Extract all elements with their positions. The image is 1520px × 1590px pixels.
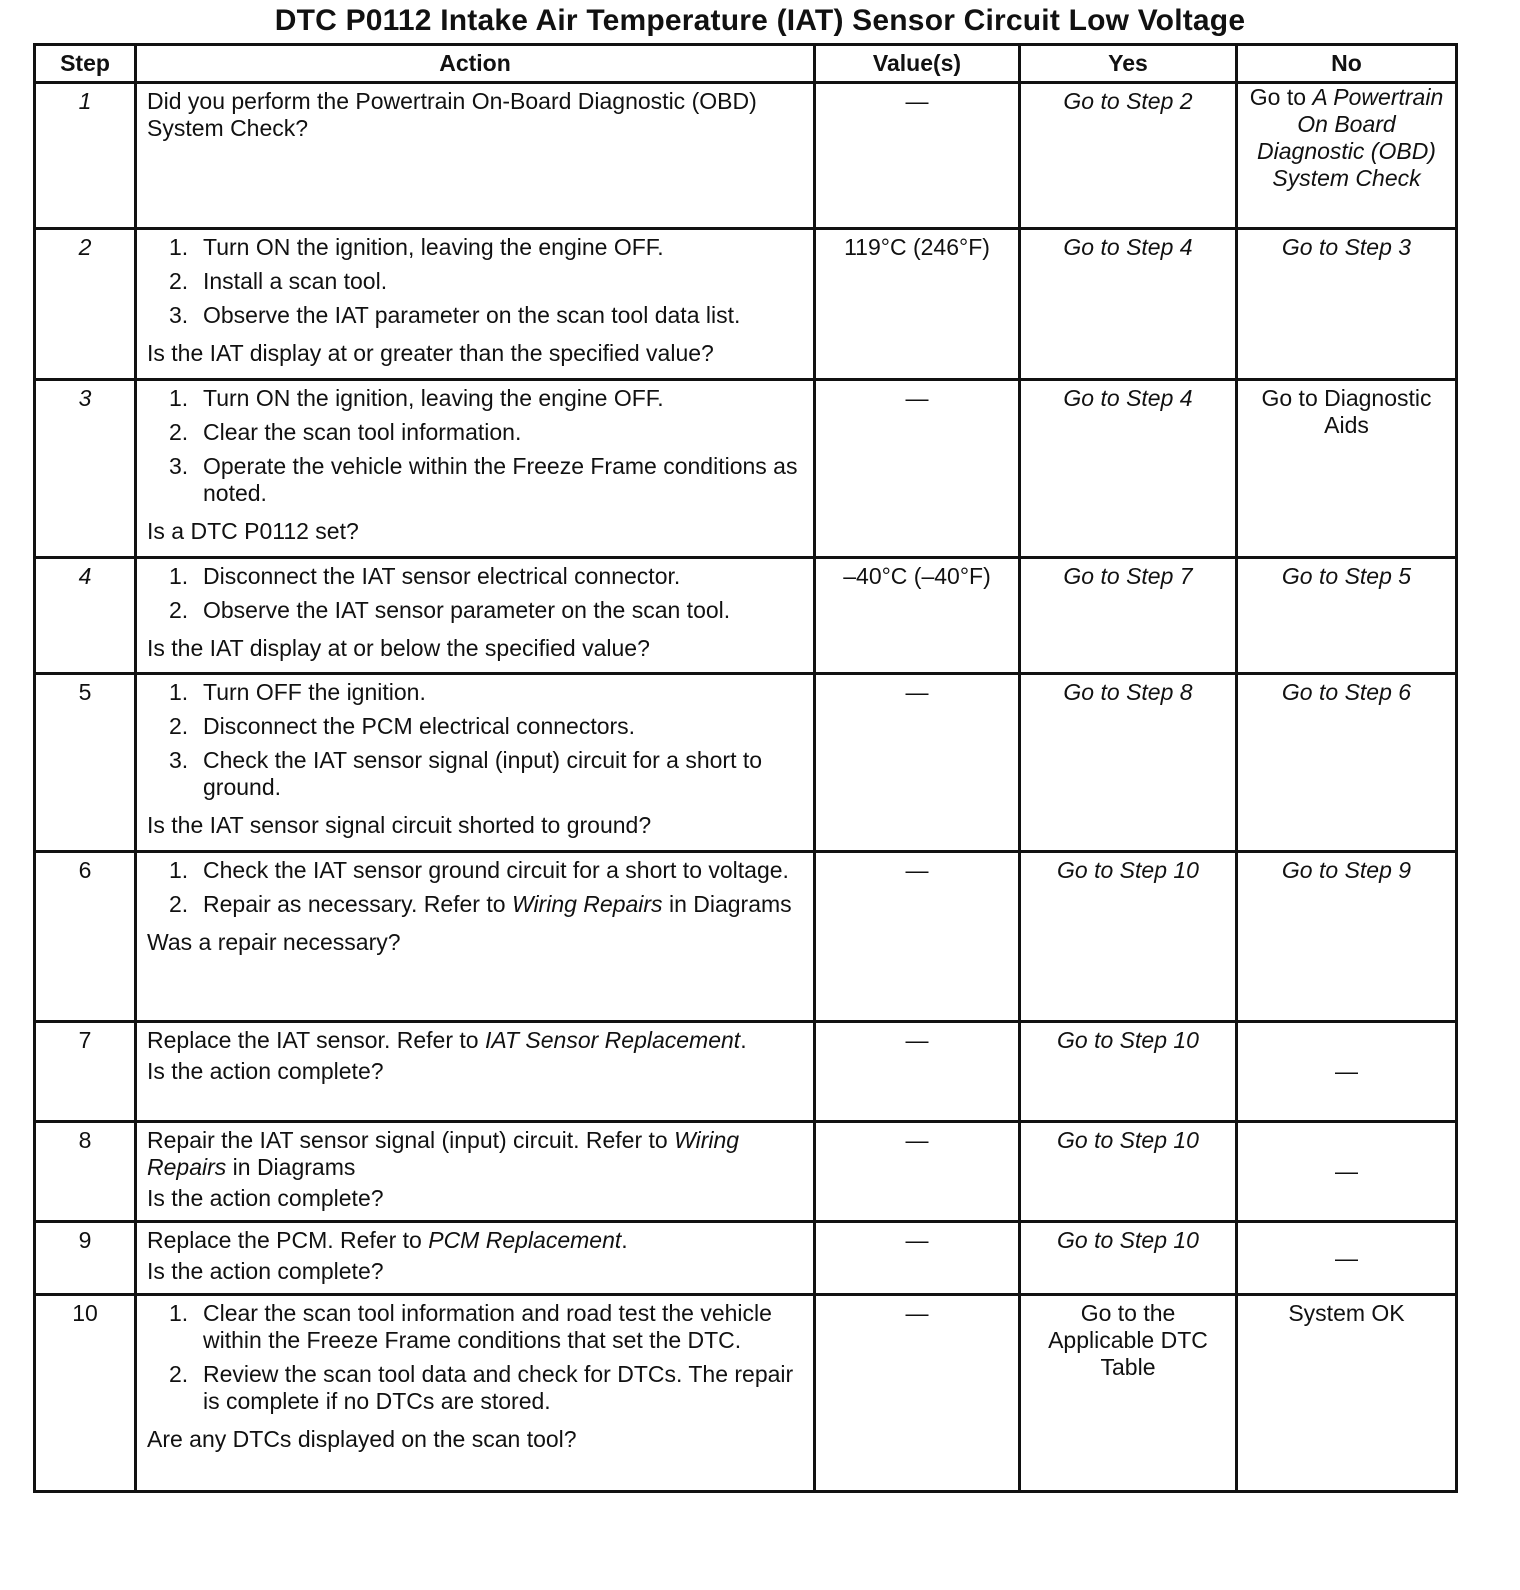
yes-cell: Go to Step 10 [1020, 1222, 1237, 1295]
no-cell: — [1237, 1222, 1457, 1295]
table-row [35, 380, 1457, 558]
step-number: 6 [35, 852, 136, 1022]
action-cell [136, 1022, 815, 1122]
table-row [35, 558, 1457, 674]
action-steps [147, 857, 803, 925]
table-row [35, 229, 1457, 380]
action-steps [147, 563, 803, 631]
action-question: Is the action complete? [147, 1185, 384, 1211]
no-cell: Go to Step 3 [1237, 229, 1457, 380]
action-step: 1. Clear the scan tool information and road test the vehicle within the Freeze Frame conditions that set the DTC. [169, 1300, 772, 1353]
action-steps [147, 234, 803, 336]
action-steps [147, 1300, 803, 1422]
value-cell: — [815, 1122, 1020, 1222]
value-cell: 119°C (246°F) [815, 229, 1020, 380]
no-cell: Go to Step 9 [1237, 852, 1457, 1022]
action-question: Are any DTCs displayed on the scan tool? [147, 1426, 577, 1452]
yes-cell: Go to Step 10 [1020, 1022, 1237, 1122]
value-cell: — [815, 1295, 1020, 1492]
action-cell [136, 229, 815, 380]
action-cell [136, 558, 815, 674]
yes-cell: Go to Step 7 [1020, 558, 1237, 674]
action-cell [136, 380, 815, 558]
no-cell: Go to Diagnostic Aids [1237, 380, 1457, 558]
yes-cell: Go to Step 2 [1020, 83, 1237, 229]
action-question: Is the IAT display at or greater than the specified value? [147, 340, 714, 366]
action-cell [136, 852, 815, 1022]
header-action: Action [136, 45, 815, 83]
action-step: 2. Observe the IAT sensor parameter on the scan tool. [169, 597, 731, 623]
header-yes: Yes [1020, 45, 1237, 83]
action-step: 1. Turn OFF the ignition. [169, 679, 426, 705]
document-title: DTC P0112 Intake Air Temperature (IAT) Sensor Circuit Low Voltage [274, 4, 1246, 37]
action-cell [136, 674, 815, 852]
table-row [35, 1295, 1457, 1492]
no-cell: — [1237, 1022, 1457, 1122]
action-intro: Repair the IAT sensor signal (input) circuit. Refer to Wiring Repairs in Diagrams [147, 1127, 740, 1180]
header-row [35, 45, 1457, 83]
step-number: 4 [35, 558, 136, 674]
no-cell: Go to Step 6 [1237, 674, 1457, 852]
header-step: Step [35, 45, 136, 83]
action-step: 2. Disconnect the PCM electrical connectors. [169, 713, 636, 739]
step-number: 10 [35, 1295, 136, 1492]
value-cell: — [815, 83, 1020, 229]
no-text: Go to [1249, 84, 1313, 110]
yes-cell: Go to Step 4 [1020, 380, 1237, 558]
diagnostic-table [33, 43, 1458, 1493]
action-cell [136, 1222, 815, 1295]
action-step: 3. Observe the IAT parameter on the scan tool data list. [169, 302, 741, 328]
action-step: 2. Review the scan tool data and check for DTCs. The repair is complete if no DTCs are stored. [169, 1361, 794, 1414]
value-cell: — [815, 674, 1020, 852]
table-row [35, 1122, 1457, 1222]
no-link-text: A Powertrain On Board Diagnostic (OBD) System Check [1257, 84, 1444, 191]
action-intro: Replace the IAT sensor. Refer to IAT Sensor Replacement. [147, 1027, 747, 1053]
table-row [35, 1022, 1457, 1122]
action-steps [147, 679, 803, 808]
step-number: 9 [35, 1222, 136, 1295]
action-question: Is the action complete? [147, 1058, 384, 1084]
step-number: 8 [35, 1122, 136, 1222]
table-row [35, 1222, 1457, 1295]
action-intro: Replace the PCM. Refer to PCM Replacement. [147, 1227, 628, 1253]
step-number: 7 [35, 1022, 136, 1122]
action-step: 1. Check the IAT sensor ground circuit for a short to voltage. [169, 857, 789, 883]
action-question: Is a DTC P0112 set? [147, 518, 359, 544]
value-cell: — [815, 1222, 1020, 1295]
no-cell: System OK [1237, 1295, 1457, 1492]
step-number: 2 [35, 229, 136, 380]
yes-cell: Go to the Applicable DTC Table [1020, 1295, 1237, 1492]
step-number: 1 [35, 83, 136, 229]
action-question: Is the IAT sensor signal circuit shorted to ground? [147, 812, 652, 838]
action-cell [136, 1122, 815, 1222]
table-row [35, 83, 1457, 229]
action-question: Was a repair necessary? [147, 929, 401, 955]
yes-cell: Go to Step 8 [1020, 674, 1237, 852]
action-step: 3. Check the IAT sensor signal (input) circuit for a short to ground. [169, 747, 763, 800]
action-steps [147, 385, 803, 514]
action-question: Is the action complete? [147, 1258, 384, 1284]
table-row [35, 852, 1457, 1022]
value-cell: — [815, 380, 1020, 558]
action-intro: Did you perform the Powertrain On-Board Diagnostic (OBD) System Check? [147, 88, 757, 141]
action-step: 3. Operate the vehicle within the Freeze Frame conditions as noted. [169, 453, 798, 506]
step-number: 5 [35, 674, 136, 852]
value-cell: –40°C (–40°F) [815, 558, 1020, 674]
action-cell [136, 83, 815, 229]
header-no: No [1237, 45, 1457, 83]
no-cell: — [1237, 1122, 1457, 1222]
action-step: 1. Turn ON the ignition, leaving the engine OFF. [169, 385, 664, 411]
yes-cell: Go to Step 10 [1020, 852, 1237, 1022]
yes-cell: Go to Step 4 [1020, 229, 1237, 380]
action-step: 2. Install a scan tool. [169, 268, 388, 294]
value-cell: — [815, 852, 1020, 1022]
action-step: 1. Turn ON the ignition, leaving the engine OFF. [169, 234, 664, 260]
action-step: 1. Disconnect the IAT sensor electrical connector. [169, 563, 681, 589]
value-cell: — [815, 1022, 1020, 1122]
yes-cell: Go to Step 10 [1020, 1122, 1237, 1222]
action-step: 2. Clear the scan tool information. [169, 419, 522, 445]
no-cell: Go to Step 5 [1237, 558, 1457, 674]
no-cell [1237, 83, 1457, 229]
action-step: 2. Repair as necessary. Refer to Wiring Repairs in Diagrams [169, 891, 792, 917]
header-values: Value(s) [815, 45, 1020, 83]
step-number: 3 [35, 380, 136, 558]
action-question: Is the IAT display at or below the specified value? [147, 635, 650, 661]
action-cell [136, 1295, 815, 1492]
table-row [35, 674, 1457, 852]
